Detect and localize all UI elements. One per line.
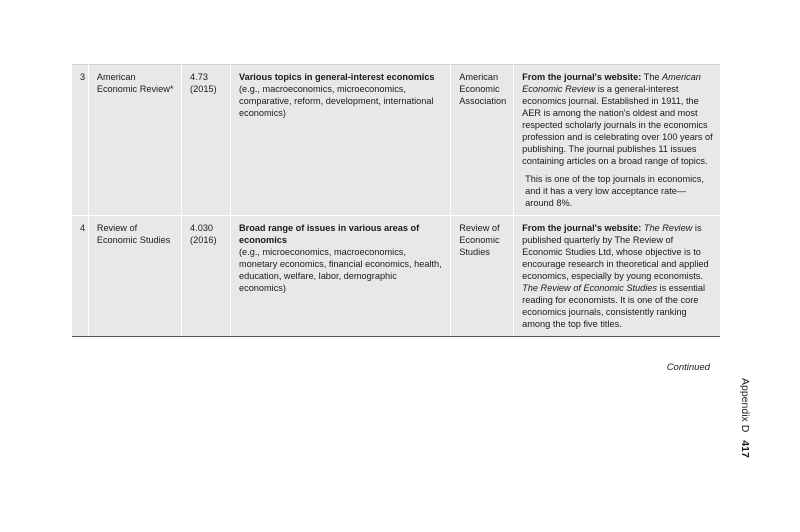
continued-label: Continued — [666, 362, 710, 373]
description-pre: The — [641, 72, 663, 82]
description-cell — [514, 216, 720, 337]
topic-detail: (e.g., macroeconomics, microeconomics, comparative, reform, development, international economics) — [238, 84, 434, 118]
description-lead: From the journal's website: — [522, 72, 642, 82]
description-text: is a general-interest economics journal. Established in 1911, the AER is among the nation's oldest and most respected scholarly journals in the economics profession and is celebrating over 100 years of publishing. The journal publishes 11 issues containing articles on a broad range of topics. — [522, 84, 713, 166]
journal-table — [72, 64, 720, 337]
impact-factor: 4.73 — [190, 72, 208, 82]
journal-title: Review of Economic Studies — [88, 216, 181, 337]
row-number: 4 — [72, 216, 88, 337]
table-row — [72, 216, 720, 337]
description-cell — [514, 65, 720, 216]
table-row — [72, 65, 720, 216]
description — [522, 222, 714, 330]
journal-title: American Economic Review* — [88, 65, 181, 216]
description — [522, 71, 714, 167]
impact-factor: 4.030 — [190, 223, 214, 233]
description-italic: The Review — [643, 223, 693, 233]
description-italic-2: The Review of Economic Studies — [522, 283, 657, 293]
topic-heading: Broad range of issues in various areas of economics — [238, 223, 420, 245]
description-italic: American Economic Review — [522, 72, 701, 94]
topic-detail: (e.g., microeconomics, macroeconomics, monetary economics, financial economics, health, education, welfare, labor, demographic economics) — [238, 247, 442, 293]
description-lead: From the journal's website: — [522, 223, 642, 233]
row-number: 3 — [72, 65, 88, 216]
topics-cell — [230, 65, 450, 216]
impact-factor-cell — [182, 65, 231, 216]
publisher: American Economic Association — [451, 65, 514, 216]
description-text: is published quarterly by The Review of Economic Studies Ltd, whose objective is to encourage research in theoretical and applied economics, especially by young economists. — [522, 223, 709, 281]
description-text-2: is essential reading for economists. It is one of the core economics journals, consistently ranking among the top five titles. — [522, 283, 705, 329]
impact-factor-cell — [182, 216, 231, 337]
description-note: This is one of the top journals in economics, and it has a very low acceptance rate—around 8%. — [525, 174, 704, 208]
page-number: 417 — [739, 440, 751, 458]
running-head — [733, 378, 763, 468]
section-label: Appendix D — [739, 378, 751, 433]
impact-year: (2016) — [190, 235, 217, 245]
topics-cell — [230, 216, 450, 337]
topic-heading: Various topics in general-interest economics — [238, 72, 435, 82]
impact-year: (2015) — [190, 84, 217, 94]
publisher: Review of Economic Studies — [451, 216, 514, 337]
